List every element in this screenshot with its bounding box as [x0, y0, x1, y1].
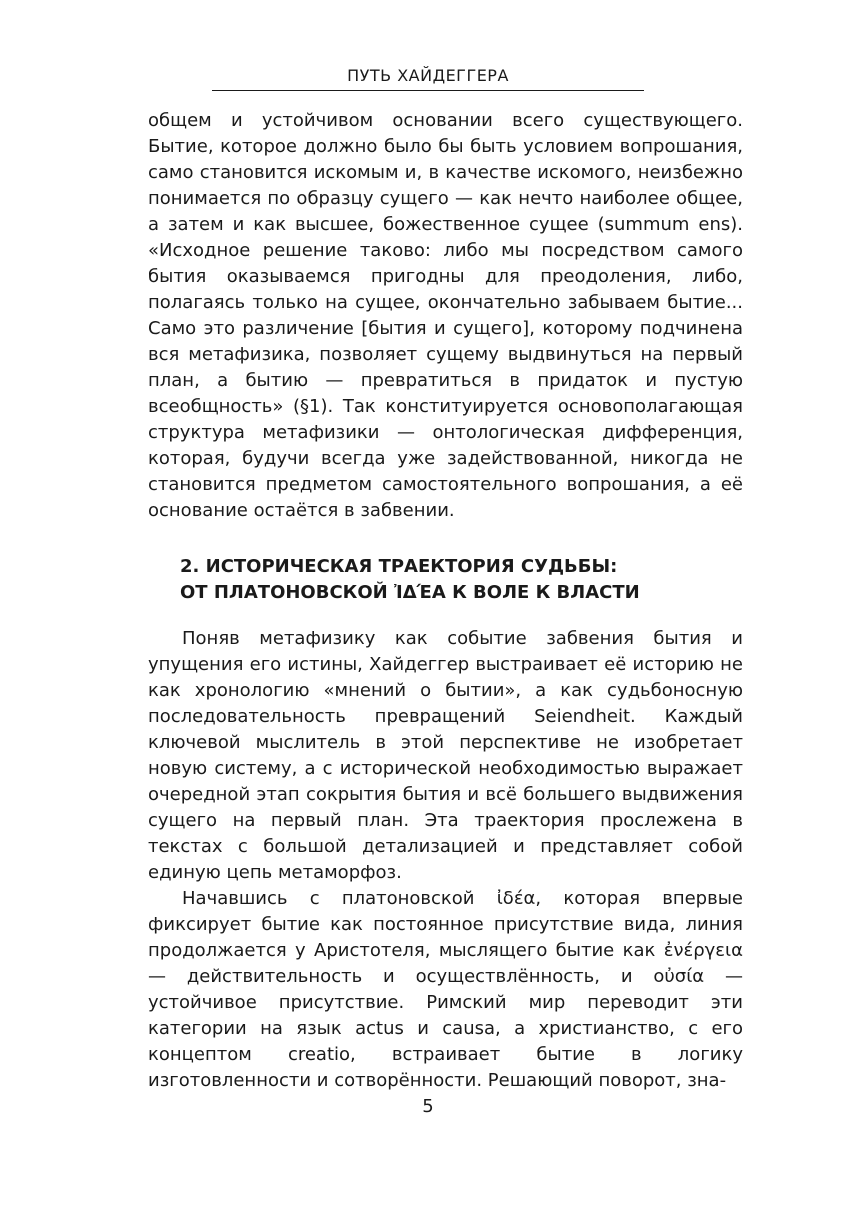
- section-heading-line-1: 2. ИСТОРИЧЕСКАЯ ТРАЕКТОРИЯ СУДЬБЫ:: [180, 556, 618, 577]
- section-heading-line-2: ОТ ПЛАТОНОВСКОЙ ἸΔΈΑ К ВОЛЕ К ВЛАСТИ: [180, 582, 640, 603]
- section-heading: [180, 554, 740, 606]
- page-number: 5: [422, 1096, 434, 1117]
- running-head: ПУТЬ ХАЙДЕГГЕРА: [212, 66, 644, 91]
- continuation-paragraph: [148, 108, 743, 524]
- paragraph-text: общем и устойчивом основании всего существующего. Бытие, которое должно было бы быть условием вопрошания, само становится искомым и, в качестве искомого, неизбежно понимается по образцу сущего — как нечто наиболее общее, а затем и как высшее, божественное сущее (summum ens). «Исходное решение таково: либо мы посредством самого бытия оказываемся пригодны для преодоления, либо, полагаясь только на сущее, окончательно забываем бытие... Само это различение [бытия и сущего], которому подчинена вся метафизика, позволяет сущему выдвинуться на первый план, а бытию — превратиться в придаток и пустую всеобщность» (§1). Так конституируется основополагающая структура метафизики — онтологическая дифференция, которая, будучи всегда уже задействованной, никогда не становится предметом самостоятельного вопрошания, а её основание остаётся в забвении.: [148, 110, 743, 521]
- body-paragraph-1: Поняв метафизику как событие забвения бытия и упущения его истины, Хайдеггер выстраивает её историю не как хронологию «мнений о бытии», а как судьбоносную последовательность превращений Seiendheit. Каждый ключевой мыслитель в этой перспективе не изобретает новую систему, а с исторической необходимостью выражает очередной этап сокрытия бытия и всё большего выдвижения сущего на первый план. Эта траектория прослежена в текстах с большой детализацией и представляет собой единую цепь метаморфоз.: [148, 628, 743, 883]
- section-body: [148, 626, 743, 1094]
- body-paragraph-2: Начавшись с платоновской ἰδέα, которая впервые фиксирует бытие как постоянное присутствие вида, линия продолжается у Аристотеля, мыслящего бытие как ἐνέργεια — действительность и осуществлённость, и οὐσία — устойчивое присутствие. Римский мир переводит эти категории на язык actus и causa, а христианство, с его концептом creatio, встраивает бытие в логику изготовленности и сотворённости. Решающий поворот, зна-: [148, 888, 743, 1091]
